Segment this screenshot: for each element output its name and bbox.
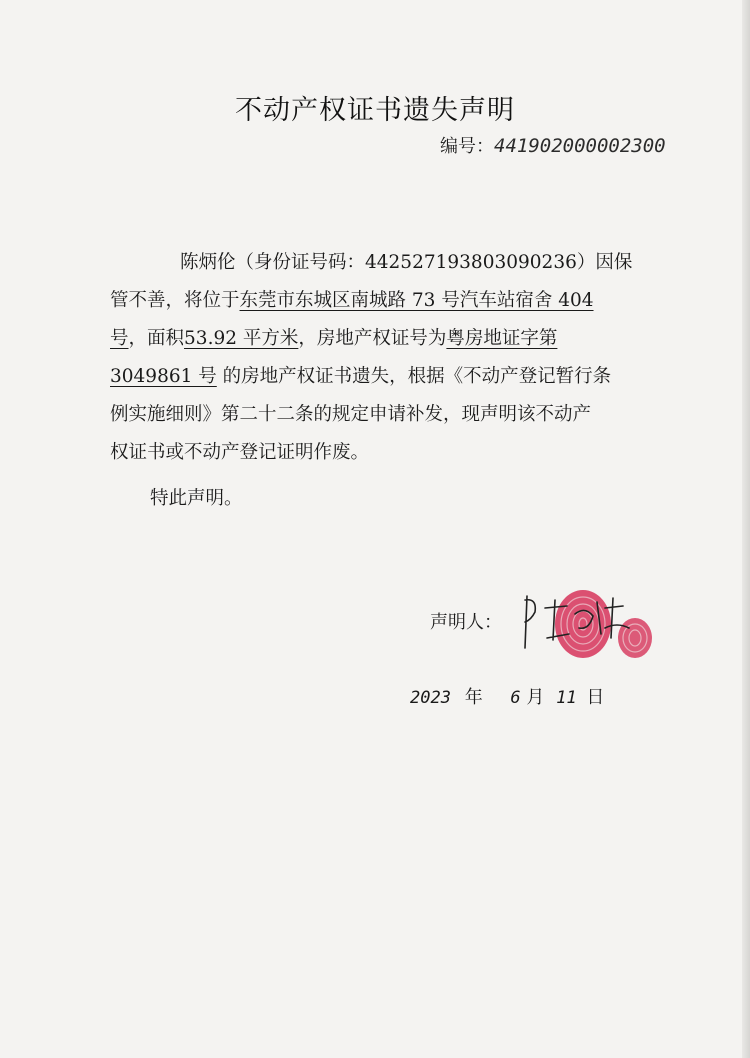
date-year: 2023 (410, 688, 451, 708)
body-text-segment: 管不善，将位于 (110, 290, 240, 311)
closing-line (150, 484, 243, 510)
body-line-1 (180, 248, 632, 274)
date-month-unit: 月 (526, 687, 545, 708)
body-text-segment: ，面积 (128, 328, 185, 349)
statement-date (410, 683, 604, 709)
date-month: 6 (510, 688, 521, 708)
document-title: 不动产权证书遗失声明 (235, 95, 515, 126)
date-day-unit: 日 (586, 687, 605, 708)
signature-name-text: 陈炳伦 (505, 578, 508, 579)
body-line-5 (110, 400, 591, 426)
body-line-2 (110, 286, 594, 312)
fingerprint-mark (555, 590, 652, 658)
declarant-label: 声明人： (430, 612, 502, 633)
body-line-3 (110, 324, 557, 350)
body-text-segment: 例实施细则》第二十二条的规定申请补发，现声明该不动产 (110, 404, 592, 425)
signature-with-fingerprint (505, 578, 665, 668)
certificate-number-end: 3049861 号 (110, 366, 217, 387)
body-line-4 (110, 362, 611, 388)
declarant-id-text: 陈炳伦（身份证号码：442527193803090236）因保 (180, 252, 633, 273)
property-address: 东莞市东城区南城路 73 号汽车站宿舍 404 (239, 290, 594, 311)
certificate-number: 粤房地证字第 (446, 328, 558, 349)
body-line-6 (110, 438, 369, 464)
property-address-end: 号 (110, 328, 129, 349)
date-year-unit: 年 (464, 687, 483, 708)
closing-text: 特此声明。 (150, 488, 243, 509)
property-area: 53.92 平方米 (184, 328, 299, 349)
body-text-segment: ，房地产权证号为 (298, 328, 447, 349)
date-day: 11 (556, 688, 577, 708)
scan-edge-shadow (742, 0, 750, 1058)
body-text-segment: 的房地产权证书遗失，根据《不动产登记暂行条 (216, 366, 612, 387)
number-label: 编号： (440, 136, 494, 157)
document-number (440, 132, 666, 158)
number-value-handwritten: 441902000002300 (494, 135, 666, 157)
body-text-segment: 权证书或不动产登记证明作废。 (110, 442, 370, 463)
